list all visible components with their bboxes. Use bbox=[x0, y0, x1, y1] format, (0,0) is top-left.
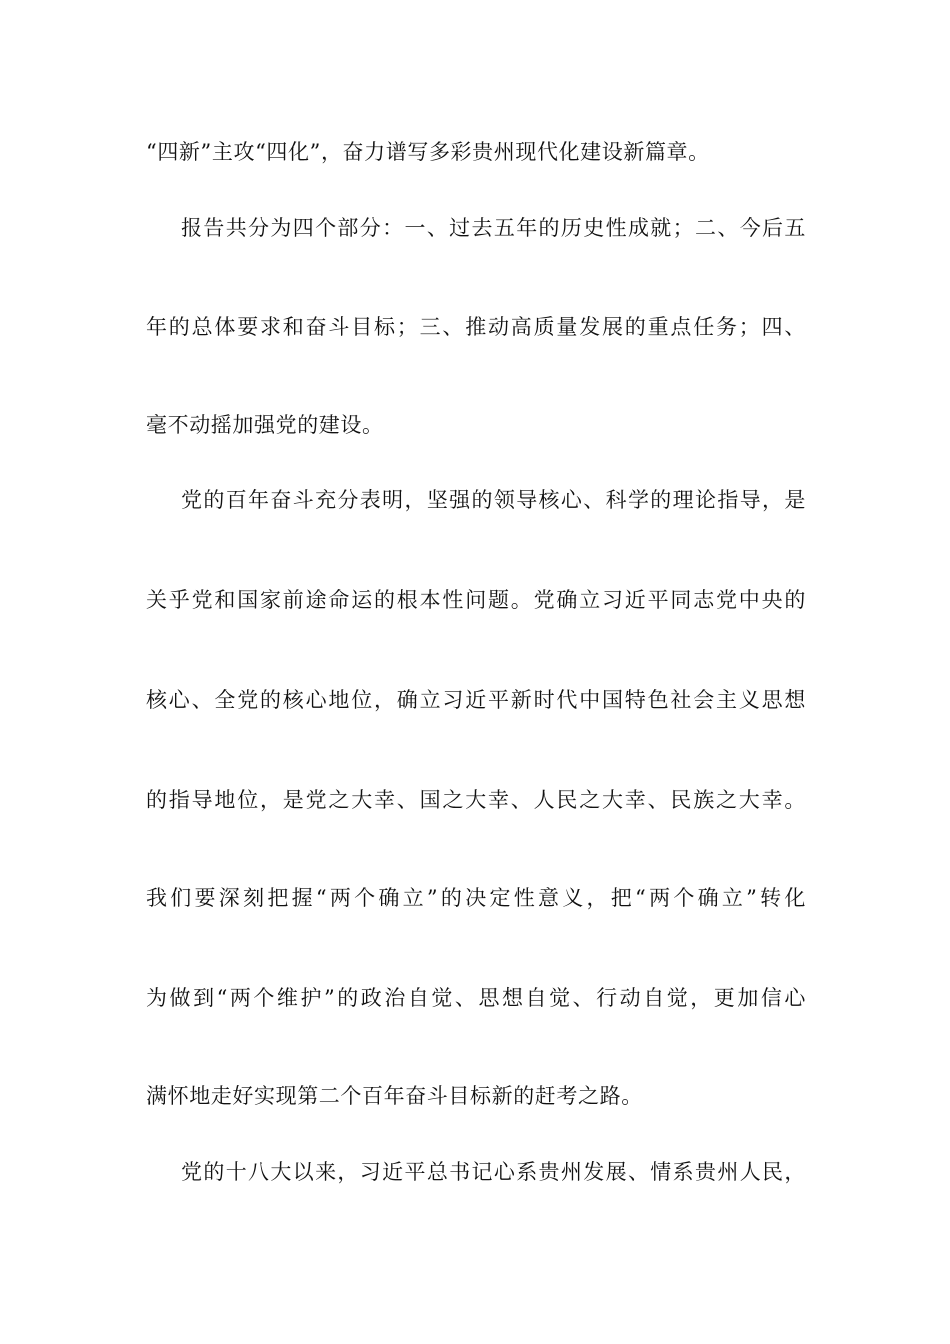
text-line-9: 我们要深刻把握“两个确立”的决定性意义，把“两个确立”转化 bbox=[146, 886, 806, 910]
text-line-2: 报告共分为四个部分：一、过去五年的历史性成就；二、今后五 bbox=[181, 216, 806, 240]
text-line-5: 党的百年奋斗充分表明，坚强的领导核心、科学的理论指导，是 bbox=[181, 488, 806, 512]
text-line-1: “四新”主攻“四化”，奋力谱写多彩贵州现代化建设新篇章。 bbox=[146, 140, 710, 164]
text-line-6: 关乎党和国家前途命运的根本性问题。党确立习近平同志党中央的 bbox=[146, 588, 806, 612]
text-line-8: 的指导地位，是党之大幸、国之大幸、人民之大幸、民族之大幸。 bbox=[146, 788, 806, 812]
text-line-12: 党的十八大以来，习近平总书记心系贵州发展、情系贵州人民， bbox=[181, 1160, 806, 1184]
text-line-7: 核心、全党的核心地位，确立习近平新时代中国特色社会主义思想 bbox=[146, 688, 806, 712]
text-line-11: 满怀地走好实现第二个百年奋斗目标新的赶考之路。 bbox=[146, 1084, 643, 1108]
text-line-3: 年的总体要求和奋斗目标；三、推动高质量发展的重点任务；四、 bbox=[146, 315, 806, 339]
text-line-10: 为做到“两个维护”的政治自觉、思想自觉、行动自觉，更加信心 bbox=[146, 986, 806, 1010]
text-line-4: 毫不动摇加强党的建设。 bbox=[146, 413, 384, 437]
